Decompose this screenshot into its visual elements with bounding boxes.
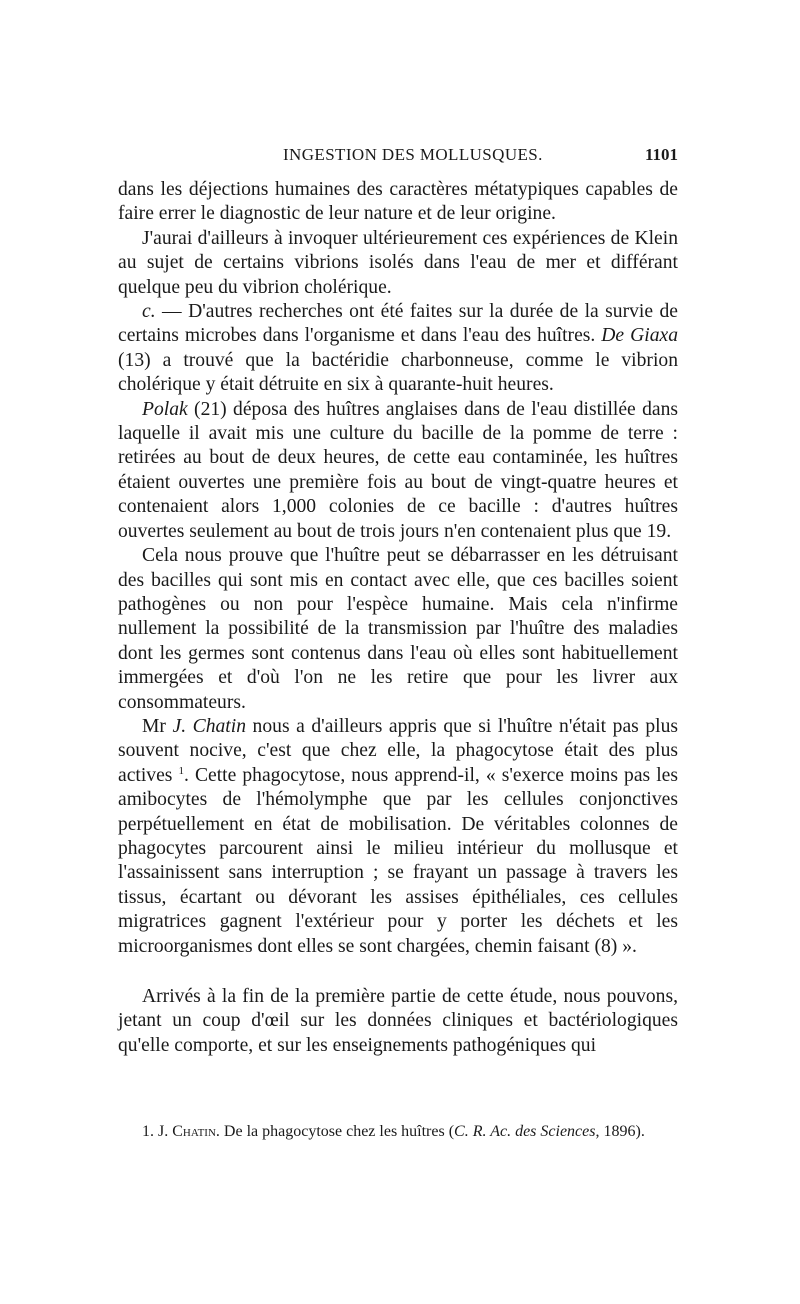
paragraph-6 (118, 715, 678, 959)
footnote-year: , 1896). (595, 1123, 645, 1140)
paragraph-3-rest: (13) a trouvé que la bactéridie charbonneuse, comme le vibrion cholérique y était détruite en six à quarante-huit heures. (118, 349, 678, 396)
paragraph-3-text: — D'autres recherches ont été faites sur la durée de la survie de certains microbes dans l'organisme et dans l'eau des huîtres. (118, 301, 678, 347)
paragraph-6-text: nous a d'ailleurs appris que si l'huître n'était pas plus souvent nocive, c'est que chez elle, la phagocytose était des plus actives (118, 715, 678, 786)
body-text (118, 178, 678, 1058)
paragraph-4-text: (21) déposa des huîtres anglaises dans de l'eau distillée dans laquelle il avait mis une culture du bacille de la pomme de terre : retirées au bout de deux heures, de cette eau contaminée, les huîtres étaient ouvertes une première fois au bout de vingt-quatre heures et contenaient alors 1,000 colonies de ce bacille : d'autres huîtres ouvertes seulement au bout de trois jours n'en contenaient plus que 19. (118, 398, 678, 542)
section-letter: c. (142, 301, 156, 323)
footnote (142, 1122, 682, 1142)
footnote-number: 1. J. (142, 1123, 173, 1140)
paragraph-7 (118, 985, 678, 1058)
footnote-journal: C. R. Ac. des Sciences (454, 1123, 596, 1140)
paragraph-6-rest: . Cette phagocytose, nous apprend-il, « s'exerce moins pas les amibocytes de l'hémolymphe que par les cellules conjonctives perpétuellement en état de mobilisation. De véritables colonnes de phagocytes parcourent ainsi le milieu intérieur du mollusque et l'assainissent sans interruption ; se frayant un passage à travers les tissus, écartant ou dévorant les assises épithéliales, ces cellules migratrices gagnent l'extérieur pour y porter les déchets et les microorganismes dont elles se sont chargées, chemin faisant (8) ». (118, 764, 678, 957)
footnote-text: . De la phagocytose chez les huîtres ( (215, 1123, 455, 1140)
page-number: 1101 (644, 145, 678, 164)
page-header (118, 145, 678, 171)
paragraph-5 (118, 544, 678, 715)
paragraph-5-text: Cela nous prouve que l'huître peut se débarrasser en les détruisant des bacilles qui sont mis en contact avec elle, que ces bacilles soient pathogènes ou non pour l'espèce humaine. Mais cela n'infirme nullement la possibilité de la transmission par l'huître des maladies dont les germes sont contenus dans l'eau où elles sont habituellement immergées et d'où l'on ne les retire que pour les livrer aux consommateurs. (118, 545, 678, 713)
footnote-author: Chatin (172, 1123, 216, 1140)
citation-polak: Polak (142, 398, 188, 420)
running-title: INGESTION DES MOLLUSQUES. (283, 145, 543, 164)
paragraph-4 (118, 398, 678, 544)
citation-chatin: J. Chatin (172, 715, 246, 737)
paragraph-2 (118, 227, 678, 300)
citation-de-giaxa: De Giaxa (601, 325, 678, 347)
paragraph-7-text: Arrivés à la fin de la première partie de cette étude, nous pouvons, jetant un coup d'œil sur les données cliniques et bactériologiques qu'elle comporte, et sur les enseignements pathogéniques qui (118, 986, 678, 1056)
paragraph-1-text: dans les déjections humaines des caractères métatypiques capables de faire errer le diagnostic de leur nature et de leur origine. (118, 179, 678, 225)
paragraph-2-text: J'aurai d'ailleurs à invoquer ultérieurement ces expériences de Klein au sujet de certains vibrions isolés dans l'eau de mer et différant quelque peu du vibrion cholérique. (118, 227, 678, 298)
paragraph-1 (118, 178, 678, 227)
paragraph-6-lead: Mr (142, 715, 173, 737)
paragraph-3 (118, 300, 678, 398)
footnote-marker[interactable]: 1 (178, 764, 184, 777)
